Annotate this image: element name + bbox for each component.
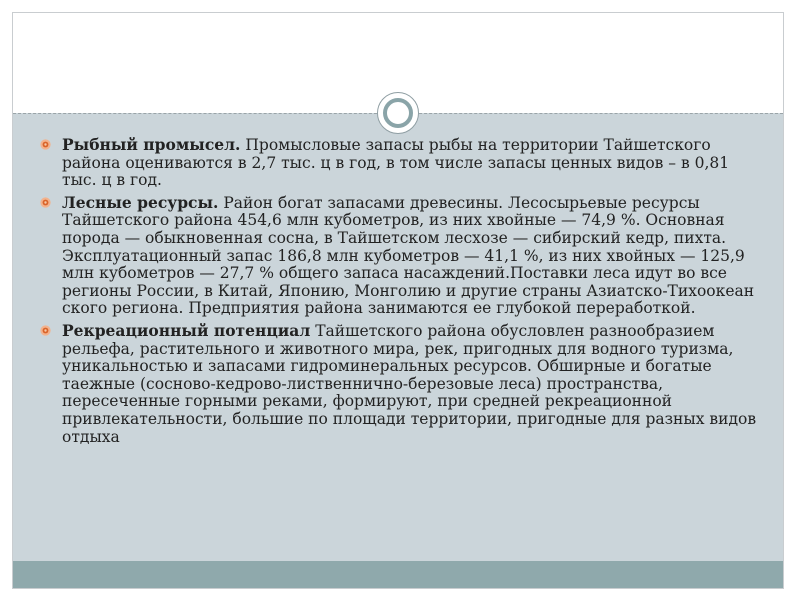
bullet-item-forest bbox=[38, 194, 758, 318]
bullet-body: Район богат запасами древесины. Лесосырьевые ресурсы Тайшетского района 454,6 млн кубометров, из них хвойные — 74,9 %. Основная порода — обыкновенная сосна, в Тайшетском лесхозе — сибирский кедр, пихта. Эксплуатационный запас 186,8 млн кубометров — 41,1 %, из них хвойных — 125,9 млн кубометров — 27,7 % общего запаса насаждений.Поставки леса идут во все регионы России, в Китай, Японию, Монголию и другие страны Азиатско-Тихоокеан ского региона. Предприятия района занимаются ее глубокой переработкой. bbox=[62, 193, 755, 318]
slide-footer bbox=[13, 561, 783, 588]
slide-body bbox=[38, 136, 758, 450]
bullet-heading: Рекреационный потенциал bbox=[62, 320, 311, 340]
bullet-text bbox=[62, 322, 756, 446]
bullet-item-recreation bbox=[38, 322, 758, 446]
slide bbox=[12, 12, 784, 589]
bullet-text bbox=[62, 194, 754, 318]
bullet-heading: Рыбный промысел. bbox=[62, 135, 241, 154]
bullet-text bbox=[62, 136, 729, 189]
circle-ornament-inner bbox=[383, 98, 413, 128]
bullet-item-fishing bbox=[38, 136, 758, 190]
sun-bullet-icon bbox=[40, 139, 51, 150]
bullet-heading: Лесные ресурсы. bbox=[62, 192, 219, 212]
bullet-body: Тайшетского района обусловлен разнообразием рельефа, растительного и животного мира, рек, пригодных для водного туризма, уникальностью и запасами гидроминеральных ресурсов. Обширные и богатые таежные (сосново-кедрово-лиственнично-березовые леса) пространства, пересеченные горными реками, формируют, при средней рекреационной привлекательности, большие по площади территории, пригодные для разных видов отдыха bbox=[62, 321, 757, 446]
circle-ornament-icon bbox=[377, 92, 419, 134]
sun-bullet-icon bbox=[40, 325, 51, 336]
sun-bullet-icon bbox=[40, 197, 51, 208]
bullet-body: Промысловые запасы рыбы на территории Тайшетского района оцениваются в 2,7 тыс. ц в год, в том числе запасы ценных видов – в 0,81 тыс. ц в год. bbox=[62, 136, 730, 190]
